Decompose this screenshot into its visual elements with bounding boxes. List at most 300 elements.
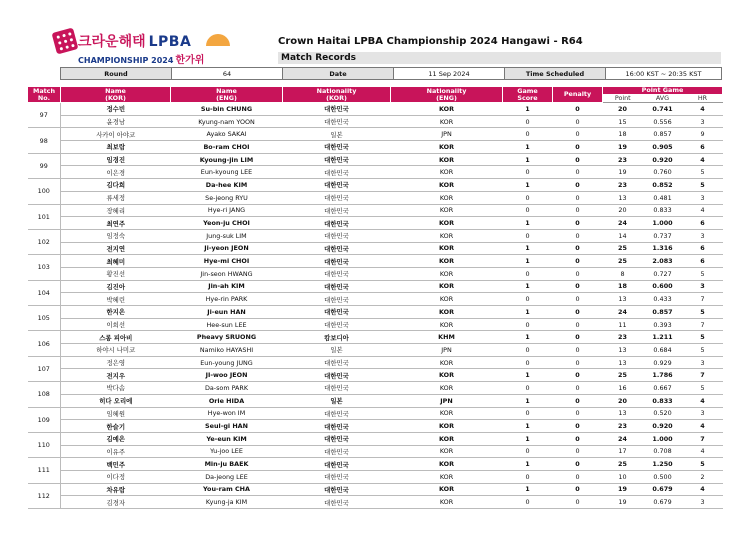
table-row — [28, 141, 723, 154]
point: 8 — [603, 267, 643, 280]
high-run: 5 — [683, 331, 723, 344]
table-row — [28, 458, 723, 471]
average: 0.741 — [643, 103, 683, 116]
table-row — [28, 217, 723, 230]
high-run: 6 — [683, 242, 723, 255]
high-run: 7 — [683, 369, 723, 382]
game-score: 1 — [503, 394, 553, 407]
table-row — [28, 179, 723, 192]
nationality-eng: JPN — [391, 128, 503, 141]
penalty: 0 — [553, 217, 603, 230]
nationality-kor: 대한민국 — [283, 267, 391, 280]
player-name-eng: Hee-sun LEE — [171, 318, 283, 331]
header-nationality-eng: Nationality (ENG) — [391, 87, 503, 103]
average: 0.481 — [643, 191, 683, 204]
nationality-eng: KOR — [391, 204, 503, 217]
high-run: 4 — [683, 445, 723, 458]
nationality-eng: KOR — [391, 382, 503, 395]
player-name-eng: JI-woo JEON — [171, 369, 283, 382]
player-name-kor: 한지은 — [61, 306, 171, 319]
nationality-eng: KOR — [391, 229, 503, 242]
penalty: 0 — [553, 432, 603, 445]
nationality-eng: KOR — [391, 141, 503, 154]
player-name-eng: Min-ju BAEK — [171, 458, 283, 471]
nationality-kor: 대한민국 — [283, 179, 391, 192]
game-score: 1 — [503, 141, 553, 154]
table-row — [28, 445, 723, 458]
player-name-eng: Da-som PARK — [171, 382, 283, 395]
table-row — [28, 267, 723, 280]
table-row — [28, 496, 723, 509]
average: 0.684 — [643, 344, 683, 357]
player-name-kor: 최연주 — [61, 217, 171, 230]
high-run: 9 — [683, 128, 723, 141]
nationality-eng: KOR — [391, 153, 503, 166]
player-name-kor: 황진선 — [61, 267, 171, 280]
game-score: 1 — [503, 103, 553, 116]
player-name-kor: 이유주 — [61, 445, 171, 458]
penalty: 0 — [553, 191, 603, 204]
nationality-eng: KOR — [391, 420, 503, 433]
game-score: 0 — [503, 128, 553, 141]
date-label: Date — [283, 68, 394, 80]
nationality-kor: 대한민국 — [283, 407, 391, 420]
nationality-kor: 대한민국 — [283, 420, 391, 433]
average: 1.316 — [643, 242, 683, 255]
nationality-eng: KHM — [391, 331, 503, 344]
player-name-kor: 한슬기 — [61, 420, 171, 433]
high-run: 2 — [683, 470, 723, 483]
player-name-eng: Yeon-ju CHOI — [171, 217, 283, 230]
nationality-kor: 대한민국 — [283, 382, 391, 395]
average: 0.760 — [643, 166, 683, 179]
player-name-kor: 스롱 피아비 — [61, 331, 171, 344]
average: 0.556 — [643, 115, 683, 128]
table-row — [28, 280, 723, 293]
average: 0.393 — [643, 318, 683, 331]
player-name-kor: 김다희 — [61, 179, 171, 192]
match-number: 99 — [28, 153, 61, 178]
table-row — [28, 318, 723, 331]
game-score: 0 — [503, 356, 553, 369]
high-run: 4 — [683, 153, 723, 166]
player-name-eng: Namiko HAYASHI — [171, 344, 283, 357]
high-run: 5 — [683, 344, 723, 357]
nationality-kor: 대한민국 — [283, 115, 391, 128]
average: 0.905 — [643, 141, 683, 154]
table-row — [28, 255, 723, 268]
nationality-kor: 대한민국 — [283, 293, 391, 306]
nationality-kor: 대한민국 — [283, 445, 391, 458]
game-score: 1 — [503, 306, 553, 319]
player-name-eng: Ayako SAKAI — [171, 128, 283, 141]
high-run: 5 — [683, 382, 723, 395]
nationality-eng: KOR — [391, 432, 503, 445]
game-score: 0 — [503, 407, 553, 420]
penalty: 0 — [553, 141, 603, 154]
average: 0.679 — [643, 496, 683, 509]
point: 13 — [603, 191, 643, 204]
nationality-eng: KOR — [391, 255, 503, 268]
game-score: 1 — [503, 369, 553, 382]
penalty: 0 — [553, 306, 603, 319]
table-row — [28, 344, 723, 357]
player-name-kor: 박혜린 — [61, 293, 171, 306]
player-name-eng: Yu-joo LEE — [171, 445, 283, 458]
high-run: 3 — [683, 191, 723, 204]
high-run: 6 — [683, 255, 723, 268]
nationality-eng: KOR — [391, 470, 503, 483]
player-name-eng: Ye-eun KIM — [171, 432, 283, 445]
average: 0.500 — [643, 470, 683, 483]
player-name-eng: Orie HIDA — [171, 394, 283, 407]
nationality-kor: 대한민국 — [283, 255, 391, 268]
match-number: 98 — [28, 128, 61, 153]
header-name-kor: Name (KOR) — [61, 87, 171, 103]
average: 0.857 — [643, 306, 683, 319]
point: 17 — [603, 445, 643, 458]
high-run: 5 — [683, 166, 723, 179]
player-name-eng: Da-jeong LEE — [171, 470, 283, 483]
nationality-kor: 일본 — [283, 344, 391, 357]
header-hr: HR — [683, 95, 723, 103]
match-number: 104 — [28, 280, 61, 305]
player-name-eng: Kyung-nam YOON — [171, 115, 283, 128]
point: 15 — [603, 115, 643, 128]
nationality-kor: 대한민국 — [283, 432, 391, 445]
point: 19 — [603, 166, 643, 179]
point: 20 — [603, 394, 643, 407]
player-name-kor: 백민주 — [61, 458, 171, 471]
penalty: 0 — [553, 382, 603, 395]
penalty: 0 — [553, 280, 603, 293]
match-number: 106 — [28, 331, 61, 356]
point: 18 — [603, 280, 643, 293]
high-run: 4 — [683, 483, 723, 496]
player-name-eng: Hye-won IM — [171, 407, 283, 420]
high-run: 4 — [683, 103, 723, 116]
average: 0.833 — [643, 204, 683, 217]
table-row — [28, 191, 723, 204]
point: 11 — [603, 318, 643, 331]
game-score: 0 — [503, 267, 553, 280]
point: 25 — [603, 255, 643, 268]
high-run: 3 — [683, 356, 723, 369]
match-number: 105 — [28, 306, 61, 331]
game-score: 1 — [503, 255, 553, 268]
high-run: 5 — [683, 306, 723, 319]
table-row — [28, 420, 723, 433]
point: 25 — [603, 242, 643, 255]
player-name-eng: Hye-ri JANG — [171, 204, 283, 217]
point: 18 — [603, 128, 643, 141]
header-penalty: Penalty — [553, 87, 603, 103]
moon-logo-icon — [206, 34, 230, 46]
nationality-eng: KOR — [391, 242, 503, 255]
player-name-kor: 김경자 — [61, 496, 171, 509]
high-run: 5 — [683, 267, 723, 280]
header-name-eng: Name (ENG) — [171, 87, 283, 103]
game-score: 0 — [503, 191, 553, 204]
header-point: Point — [603, 95, 643, 103]
nationality-eng: KOR — [391, 115, 503, 128]
player-name-eng: Eun-kyoung LEE — [171, 166, 283, 179]
point: 23 — [603, 331, 643, 344]
point: 13 — [603, 344, 643, 357]
high-run: 3 — [683, 229, 723, 242]
nationality-kor: 대한민국 — [283, 496, 391, 509]
player-name-kor: 전지우 — [61, 369, 171, 382]
penalty: 0 — [553, 255, 603, 268]
nationality-eng: JPN — [391, 344, 503, 357]
game-score: 0 — [503, 229, 553, 242]
average: 1.250 — [643, 458, 683, 471]
average: 1.000 — [643, 217, 683, 230]
player-name-kor: 정수빈 — [61, 103, 171, 116]
penalty: 0 — [553, 394, 603, 407]
match-number: 110 — [28, 432, 61, 457]
nationality-eng: KOR — [391, 179, 503, 192]
game-score: 0 — [503, 166, 553, 179]
nationality-kor: 대한민국 — [283, 318, 391, 331]
point: 20 — [603, 204, 643, 217]
average: 1.000 — [643, 432, 683, 445]
nationality-eng: KOR — [391, 217, 503, 230]
round-value: 64 — [172, 68, 283, 80]
high-run: 5 — [683, 458, 723, 471]
section-title: Match Records — [278, 52, 721, 64]
match-number: 109 — [28, 407, 61, 432]
player-name-eng: Pheavy SRUONG — [171, 331, 283, 344]
player-name-kor: 이희선 — [61, 318, 171, 331]
player-name-eng: Hye-rin PARK — [171, 293, 283, 306]
logo-title: 크라운해태 LPBA — [78, 34, 192, 50]
table-row — [28, 204, 723, 217]
table-row — [28, 432, 723, 445]
penalty: 0 — [553, 293, 603, 306]
penalty: 0 — [553, 204, 603, 217]
match-records-table — [27, 86, 723, 509]
point: 23 — [603, 179, 643, 192]
high-run: 7 — [683, 293, 723, 306]
table-row — [28, 382, 723, 395]
penalty: 0 — [553, 470, 603, 483]
penalty: 0 — [553, 445, 603, 458]
header-match-no: Match No. — [28, 87, 61, 103]
player-name-eng: Su-bin CHUNG — [171, 103, 283, 116]
game-score: 0 — [503, 204, 553, 217]
dice-logo-icon — [52, 28, 79, 55]
player-name-kor: 임정숙 — [61, 229, 171, 242]
table-row — [28, 293, 723, 306]
nationality-kor: 대한민국 — [283, 356, 391, 369]
page-title: Crown Haitai LPBA Championship 2024 Hangawi - R64 — [278, 36, 583, 47]
point: 25 — [603, 369, 643, 382]
average: 2.083 — [643, 255, 683, 268]
nationality-eng: KOR — [391, 280, 503, 293]
point: 19 — [603, 483, 643, 496]
game-score: 1 — [503, 458, 553, 471]
player-name-eng: Kyung-ja KIM — [171, 496, 283, 509]
match-number: 102 — [28, 229, 61, 254]
game-score: 1 — [503, 432, 553, 445]
game-score: 0 — [503, 344, 553, 357]
player-name-kor: 사카이 아야코 — [61, 128, 171, 141]
player-name-eng: Hye-mi CHOI — [171, 255, 283, 268]
point: 19 — [603, 496, 643, 509]
penalty: 0 — [553, 420, 603, 433]
player-name-kor: 이은경 — [61, 166, 171, 179]
game-score: 1 — [503, 280, 553, 293]
player-name-kor: 하야시 나미코 — [61, 344, 171, 357]
point: 23 — [603, 153, 643, 166]
match-number: 97 — [28, 103, 61, 128]
average: 0.708 — [643, 445, 683, 458]
game-score: 0 — [503, 470, 553, 483]
point: 24 — [603, 217, 643, 230]
average: 0.852 — [643, 179, 683, 192]
point: 13 — [603, 293, 643, 306]
date-value: 11 Sep 2024 — [394, 68, 505, 80]
player-name-eng: Ji-yeon JEON — [171, 242, 283, 255]
table-row — [28, 394, 723, 407]
average: 1.211 — [643, 331, 683, 344]
table-row — [28, 369, 723, 382]
nationality-kor: 대한민국 — [283, 306, 391, 319]
nationality-kor: 대한민국 — [283, 242, 391, 255]
player-name-kor: 박다솜 — [61, 382, 171, 395]
penalty: 0 — [553, 103, 603, 116]
average: 0.667 — [643, 382, 683, 395]
point: 23 — [603, 420, 643, 433]
penalty: 0 — [553, 458, 603, 471]
high-run: 3 — [683, 496, 723, 509]
nationality-kor: 캄보디아 — [283, 331, 391, 344]
nationality-kor: 일본 — [283, 128, 391, 141]
player-name-eng: Da-hee KIM — [171, 179, 283, 192]
table-row — [28, 470, 723, 483]
nationality-kor: 대한민국 — [283, 191, 391, 204]
penalty: 0 — [553, 179, 603, 192]
nationality-eng: KOR — [391, 458, 503, 471]
nationality-eng: KOR — [391, 267, 503, 280]
round-info-table — [60, 67, 722, 80]
player-name-kor: 최보람 — [61, 141, 171, 154]
game-score: 0 — [503, 496, 553, 509]
average: 0.520 — [643, 407, 683, 420]
high-run: 3 — [683, 407, 723, 420]
header-avg: AVG — [643, 95, 683, 103]
match-number: 112 — [28, 483, 61, 508]
penalty: 0 — [553, 229, 603, 242]
match-number: 101 — [28, 204, 61, 229]
time-value: 16:00 KST ~ 20:35 KST — [606, 68, 722, 80]
nationality-kor: 대한민국 — [283, 153, 391, 166]
game-score: 1 — [503, 331, 553, 344]
player-name-kor: 이다정 — [61, 470, 171, 483]
game-score: 1 — [503, 483, 553, 496]
game-score: 1 — [503, 217, 553, 230]
nationality-eng: KOR — [391, 306, 503, 319]
high-run: 7 — [683, 318, 723, 331]
nationality-kor: 대한민국 — [283, 103, 391, 116]
penalty: 0 — [553, 496, 603, 509]
player-name-kor: 윤경남 — [61, 115, 171, 128]
game-score: 0 — [503, 318, 553, 331]
nationality-kor: 대한민국 — [283, 369, 391, 382]
player-name-eng: Eun-young JUNG — [171, 356, 283, 369]
average: 0.929 — [643, 356, 683, 369]
average: 0.833 — [643, 394, 683, 407]
player-name-eng: Bo-ram CHOI — [171, 141, 283, 154]
penalty: 0 — [553, 267, 603, 280]
match-number: 108 — [28, 382, 61, 407]
game-score: 0 — [503, 382, 553, 395]
game-score: 1 — [503, 242, 553, 255]
player-name-kor: 전지연 — [61, 242, 171, 255]
player-name-kor: 정은영 — [61, 356, 171, 369]
penalty: 0 — [553, 115, 603, 128]
point: 25 — [603, 458, 643, 471]
player-name-eng: Seul-gi HAN — [171, 420, 283, 433]
point: 16 — [603, 382, 643, 395]
time-label: Time Scheduled — [505, 68, 606, 80]
average: 0.433 — [643, 293, 683, 306]
nationality-kor: 대한민국 — [283, 166, 391, 179]
high-run: 4 — [683, 420, 723, 433]
penalty: 0 — [553, 242, 603, 255]
penalty: 0 — [553, 483, 603, 496]
championship-logo — [50, 28, 235, 68]
nationality-eng: KOR — [391, 191, 503, 204]
player-name-eng: Se-jeong RYU — [171, 191, 283, 204]
table-row — [28, 128, 723, 141]
nationality-eng: KOR — [391, 293, 503, 306]
high-run: 7 — [683, 432, 723, 445]
average: 1.786 — [643, 369, 683, 382]
point: 10 — [603, 470, 643, 483]
nationality-eng: KOR — [391, 445, 503, 458]
nationality-kor: 일본 — [283, 394, 391, 407]
nationality-eng: KOR — [391, 483, 503, 496]
header-game-score: Game Score — [503, 87, 553, 103]
nationality-kor: 대한민국 — [283, 280, 391, 293]
average: 0.679 — [643, 483, 683, 496]
nationality-kor: 대한민국 — [283, 141, 391, 154]
penalty: 0 — [553, 318, 603, 331]
penalty: 0 — [553, 331, 603, 344]
high-run: 5 — [683, 179, 723, 192]
table-row — [28, 115, 723, 128]
table-row — [28, 331, 723, 344]
match-number: 107 — [28, 356, 61, 381]
match-number: 111 — [28, 458, 61, 483]
round-label: Round — [61, 68, 172, 80]
player-name-eng: Jung-suk LIM — [171, 229, 283, 242]
penalty: 0 — [553, 356, 603, 369]
penalty: 0 — [553, 153, 603, 166]
table-row — [28, 166, 723, 179]
point: 24 — [603, 306, 643, 319]
nationality-eng: KOR — [391, 369, 503, 382]
table-row — [28, 153, 723, 166]
nationality-eng: KOR — [391, 166, 503, 179]
header-nationality-kor: Nationality (KOR) — [283, 87, 391, 103]
nationality-kor: 대한민국 — [283, 204, 391, 217]
player-name-eng: Kyoung-jin LIM — [171, 153, 283, 166]
penalty: 0 — [553, 369, 603, 382]
average: 0.727 — [643, 267, 683, 280]
